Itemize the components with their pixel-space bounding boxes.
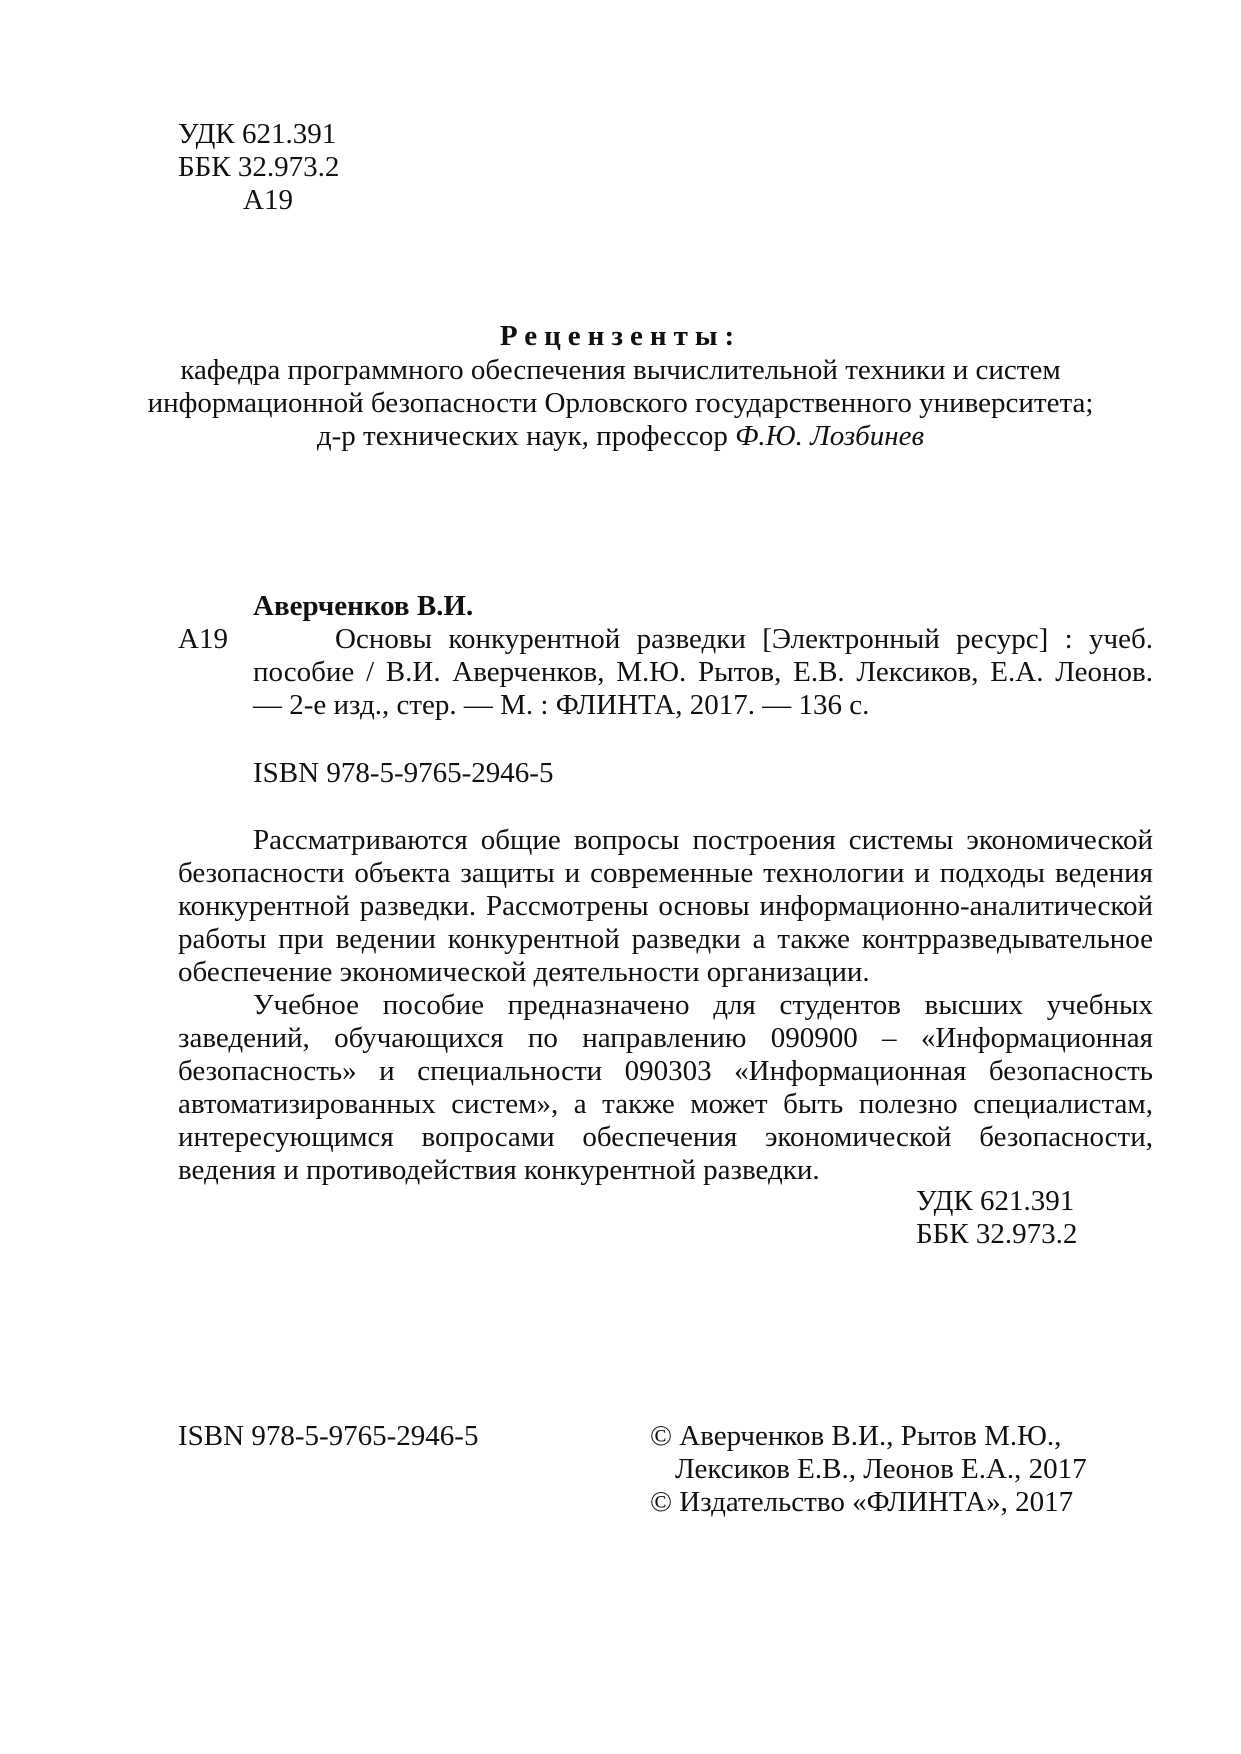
reviewer-line-3 — [0, 420, 1241, 453]
annotation-line: безопасности объекта защиты и современные технологии и подходы ведения — [178, 857, 1153, 889]
udk-code: УДК 621.391 — [178, 118, 337, 150]
bibliographic-description — [253, 623, 1153, 722]
copyright-publisher: © Издательство «ФЛИНТА», 2017 — [650, 1486, 1074, 1518]
annotation-line: работы при ведении конкурентной разведки а также контрразведывательное — [178, 923, 1153, 955]
reviewers-block — [0, 320, 1241, 453]
isbn-bottom: ISBN 978-5-9765-2946-5 — [178, 1420, 479, 1452]
bbk-code-bottom: ББК 32.973.2 — [916, 1218, 1078, 1250]
reviewer-name: Ф.Ю. Лозбинев — [735, 420, 925, 452]
copyright-authors: © Аверченков В.И., Рытов М.Ю., — [650, 1420, 1062, 1452]
card-author-sign: А19 — [178, 623, 228, 655]
annotation-line: ведения и противодействия конкурентной разведки. — [178, 1154, 820, 1186]
udk-code-bottom: УДК 621.391 — [916, 1185, 1075, 1217]
biblio-line: — 2-е изд., стер. — М. : ФЛИНТА, 2017. — 136 с. — [253, 689, 870, 721]
card-author: Аверченков В.И. — [253, 590, 474, 622]
author-sign: А19 — [243, 184, 293, 216]
reviewer-title: д-р технических наук, профессор — [316, 420, 736, 452]
annotation-line: автоматизированных систем», а также может быть полезно специалистам, — [178, 1088, 1153, 1120]
reviewers-heading: Рецензенты: — [499, 320, 742, 352]
annotation-paragraph-2 — [178, 989, 1153, 1187]
copyright-authors-cont: Лексиков Е.В., Леонов Е.А., 2017 — [675, 1453, 1087, 1485]
annotation-line: интересующимся вопросами обеспечения экономической безопасности, — [178, 1121, 1153, 1153]
bottom-classification-block — [916, 1185, 1077, 1251]
card-isbn: ISBN 978-5-9765-2946-5 — [253, 757, 554, 789]
annotation-line: Рассматриваются общие вопросы построения системы экономической — [253, 824, 1153, 856]
biblio-line: Основы конкурентной разведки [Электронный ресурс] : учеб. — [335, 623, 1153, 655]
annotation-paragraph-1 — [178, 824, 1153, 989]
bbk-code: ББК 32.973.2 — [178, 151, 340, 183]
annotation-line: заведений, обучающихся по направлению 090900 – «Информационная — [178, 1022, 1153, 1054]
annotation-line: безопасность» и специальности 090303 «Информационная безопасность — [178, 1055, 1153, 1087]
annotation-line: конкурентной разведки. Рассмотрены основы информационно-аналитической — [178, 890, 1153, 922]
annotation — [178, 824, 1153, 1187]
copyright-block — [650, 1420, 1087, 1519]
annotation-line: обеспечение экономической деятельности организации. — [178, 956, 870, 988]
top-classification-block — [178, 118, 339, 217]
reviewer-line-2: информационной безопасности Орловского государственного университета; — [147, 387, 1094, 419]
annotation-line: Учебное пособие предназначено для студентов высших учебных — [253, 989, 1153, 1021]
reviewer-line-1: кафедра программного обеспечения вычислительной техники и систем — [180, 354, 1061, 386]
biblio-line: пособие / В.И. Аверченков, М.Ю. Рытов, Е.В. Лексиков, Е.А. Леонов. — [253, 656, 1153, 688]
